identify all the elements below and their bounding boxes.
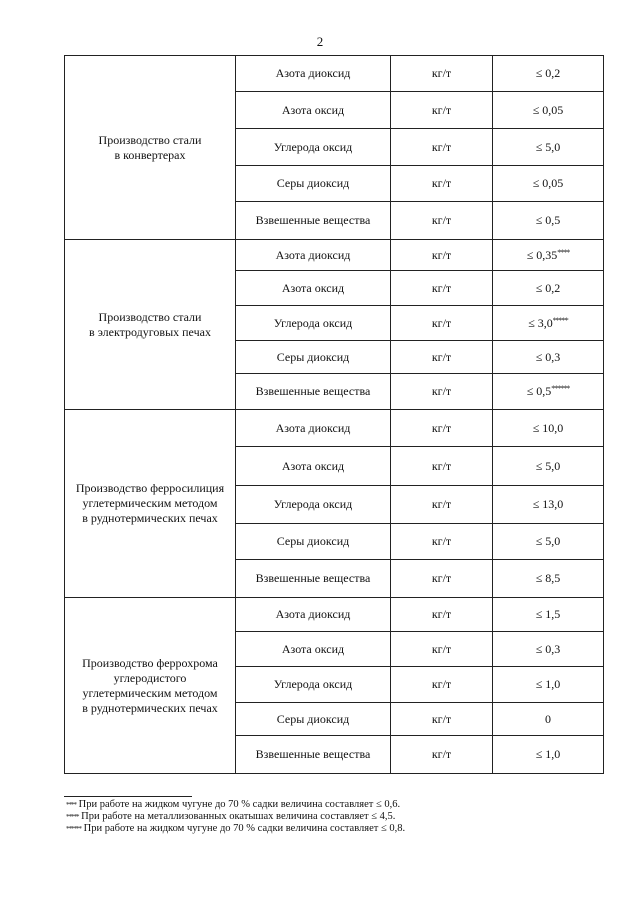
value-cell	[493, 166, 604, 202]
substance-cell: Азота оксид	[236, 447, 391, 486]
unit-cell: кг/т	[391, 341, 493, 374]
unit-cell: кг/т	[391, 598, 493, 632]
value-cell	[493, 306, 604, 341]
unit-cell: кг/т	[391, 166, 493, 202]
unit-cell: кг/т	[391, 271, 493, 306]
unit-cell: кг/т	[391, 92, 493, 129]
unit-cell: кг/т	[391, 306, 493, 341]
value-cell	[493, 667, 604, 703]
footnote-mark: *****	[66, 813, 79, 821]
unit-cell: кг/т	[391, 240, 493, 271]
table-row	[65, 598, 604, 632]
unit-cell: кг/т	[391, 374, 493, 410]
unit-cell: кг/т	[391, 632, 493, 667]
substance-cell: Азота диоксид	[236, 56, 391, 92]
value-text: ≤ 8,5	[535, 571, 561, 585]
substance-cell: Углерода оксид	[236, 306, 391, 341]
substance-cell: Взвешенные вещества	[236, 374, 391, 410]
emissions-table	[64, 55, 604, 774]
value-cell	[493, 598, 604, 632]
value-cell	[493, 341, 604, 374]
value-text: ≤ 0,3	[535, 641, 561, 656]
footnote-reference: ******	[551, 384, 570, 393]
value-text: ≤ 5,0	[535, 534, 561, 548]
unit-cell: кг/т	[391, 703, 493, 736]
unit-cell: кг/т	[391, 447, 493, 486]
substance-cell: Азота диоксид	[236, 598, 391, 632]
value-cell	[493, 632, 604, 667]
value-cell	[493, 202, 604, 240]
footnotes	[66, 799, 606, 835]
value-cell	[493, 447, 604, 486]
substance-cell: Углерода оксид	[236, 129, 391, 166]
substance-cell: Взвешенные вещества	[236, 560, 391, 598]
value-cell	[493, 703, 604, 736]
value-cell	[493, 271, 604, 306]
value-text: ≤ 0,5	[526, 384, 552, 398]
substance-cell: Серы диоксид	[236, 166, 391, 202]
footnote-reference: ****	[557, 247, 570, 257]
value-cell	[493, 129, 604, 166]
footnote-text: При работе на жидком чугуне до 70 % садки величина составляет ≤ 0,6.	[76, 799, 401, 810]
value-text: ≤ 13,0	[532, 497, 564, 511]
process-cell: Производство ферросилиция углетермическим методом в руднотермических печах	[65, 410, 236, 598]
process-cell: Производство феррохрома углеродистого углетермическим методом в руднотермических печах	[65, 598, 236, 774]
footnote-text: При работе на металлизованных окатышах величина составляет ≤ 4,5.	[78, 811, 396, 822]
substance-cell: Взвешенные вещества	[236, 202, 391, 240]
value-cell	[493, 486, 604, 524]
page-number: 2	[316, 34, 324, 49]
footnote-text: При работе на жидком чугуне до 70 % садки величина составляет ≤ 0,8.	[81, 823, 406, 834]
unit-cell: кг/т	[391, 667, 493, 703]
substance-cell: Взвешенные вещества	[236, 736, 391, 774]
unit-cell: кг/т	[391, 524, 493, 560]
footnote-mark: ****	[66, 801, 76, 809]
value-text: 0	[545, 711, 551, 726]
value-text: ≤ 0,35	[526, 247, 558, 262]
value-cell	[493, 560, 604, 598]
table-row	[65, 410, 604, 447]
value-text: ≤ 1,0	[535, 747, 561, 761]
value-text: ≤ 1,5	[535, 607, 561, 621]
substance-cell: Серы диоксид	[236, 703, 391, 736]
unit-cell: кг/т	[391, 129, 493, 166]
substance-cell: Серы диоксид	[236, 524, 391, 560]
value-text: ≤ 0,05	[532, 176, 564, 190]
value-cell	[493, 736, 604, 774]
footnote	[66, 799, 606, 811]
footnote-mark: ******	[66, 825, 81, 833]
value-cell	[493, 56, 604, 92]
value-cell	[493, 524, 604, 560]
unit-cell: кг/т	[391, 56, 493, 92]
footnote	[66, 823, 606, 835]
value-text: ≤ 0,2	[535, 280, 561, 295]
unit-cell: кг/т	[391, 560, 493, 598]
substance-cell: Углерода оксид	[236, 486, 391, 524]
substance-cell: Серы диоксид	[236, 341, 391, 374]
unit-cell: кг/т	[391, 202, 493, 240]
unit-cell: кг/т	[391, 410, 493, 447]
value-text: ≤ 1,0	[535, 677, 561, 691]
unit-cell: кг/т	[391, 736, 493, 774]
substance-cell: Азота оксид	[236, 92, 391, 129]
value-text: ≤ 10,0	[532, 420, 564, 435]
table-row	[65, 56, 604, 92]
process-cell: Производство стали в конвертерах	[65, 56, 236, 240]
value-text: ≤ 0,5	[535, 213, 561, 227]
unit-cell: кг/т	[391, 486, 493, 524]
substance-cell: Углерода оксид	[236, 667, 391, 703]
substance-cell: Азота оксид	[236, 632, 391, 667]
value-text: ≤ 0,2	[535, 66, 561, 80]
value-cell	[493, 92, 604, 129]
substance-cell: Азота диоксид	[236, 240, 391, 271]
value-text: ≤ 5,0	[535, 139, 561, 154]
value-text: ≤ 0,05	[532, 102, 564, 117]
value-cell	[493, 374, 604, 410]
value-text: ≤ 5,0	[535, 458, 561, 473]
footnote-reference: *****	[552, 315, 568, 325]
value-text: ≤ 0,3	[535, 349, 561, 364]
substance-cell: Азота диоксид	[236, 410, 391, 447]
substance-cell: Азота оксид	[236, 271, 391, 306]
value-cell	[493, 240, 604, 271]
footnote	[66, 811, 606, 823]
process-cell: Производство стали в электродуговых печах	[65, 240, 236, 410]
value-cell	[493, 410, 604, 447]
value-text: ≤ 3,0	[528, 315, 553, 330]
table-row	[65, 240, 604, 271]
emissions-table-body	[65, 56, 604, 774]
footnote-divider	[64, 796, 192, 797]
